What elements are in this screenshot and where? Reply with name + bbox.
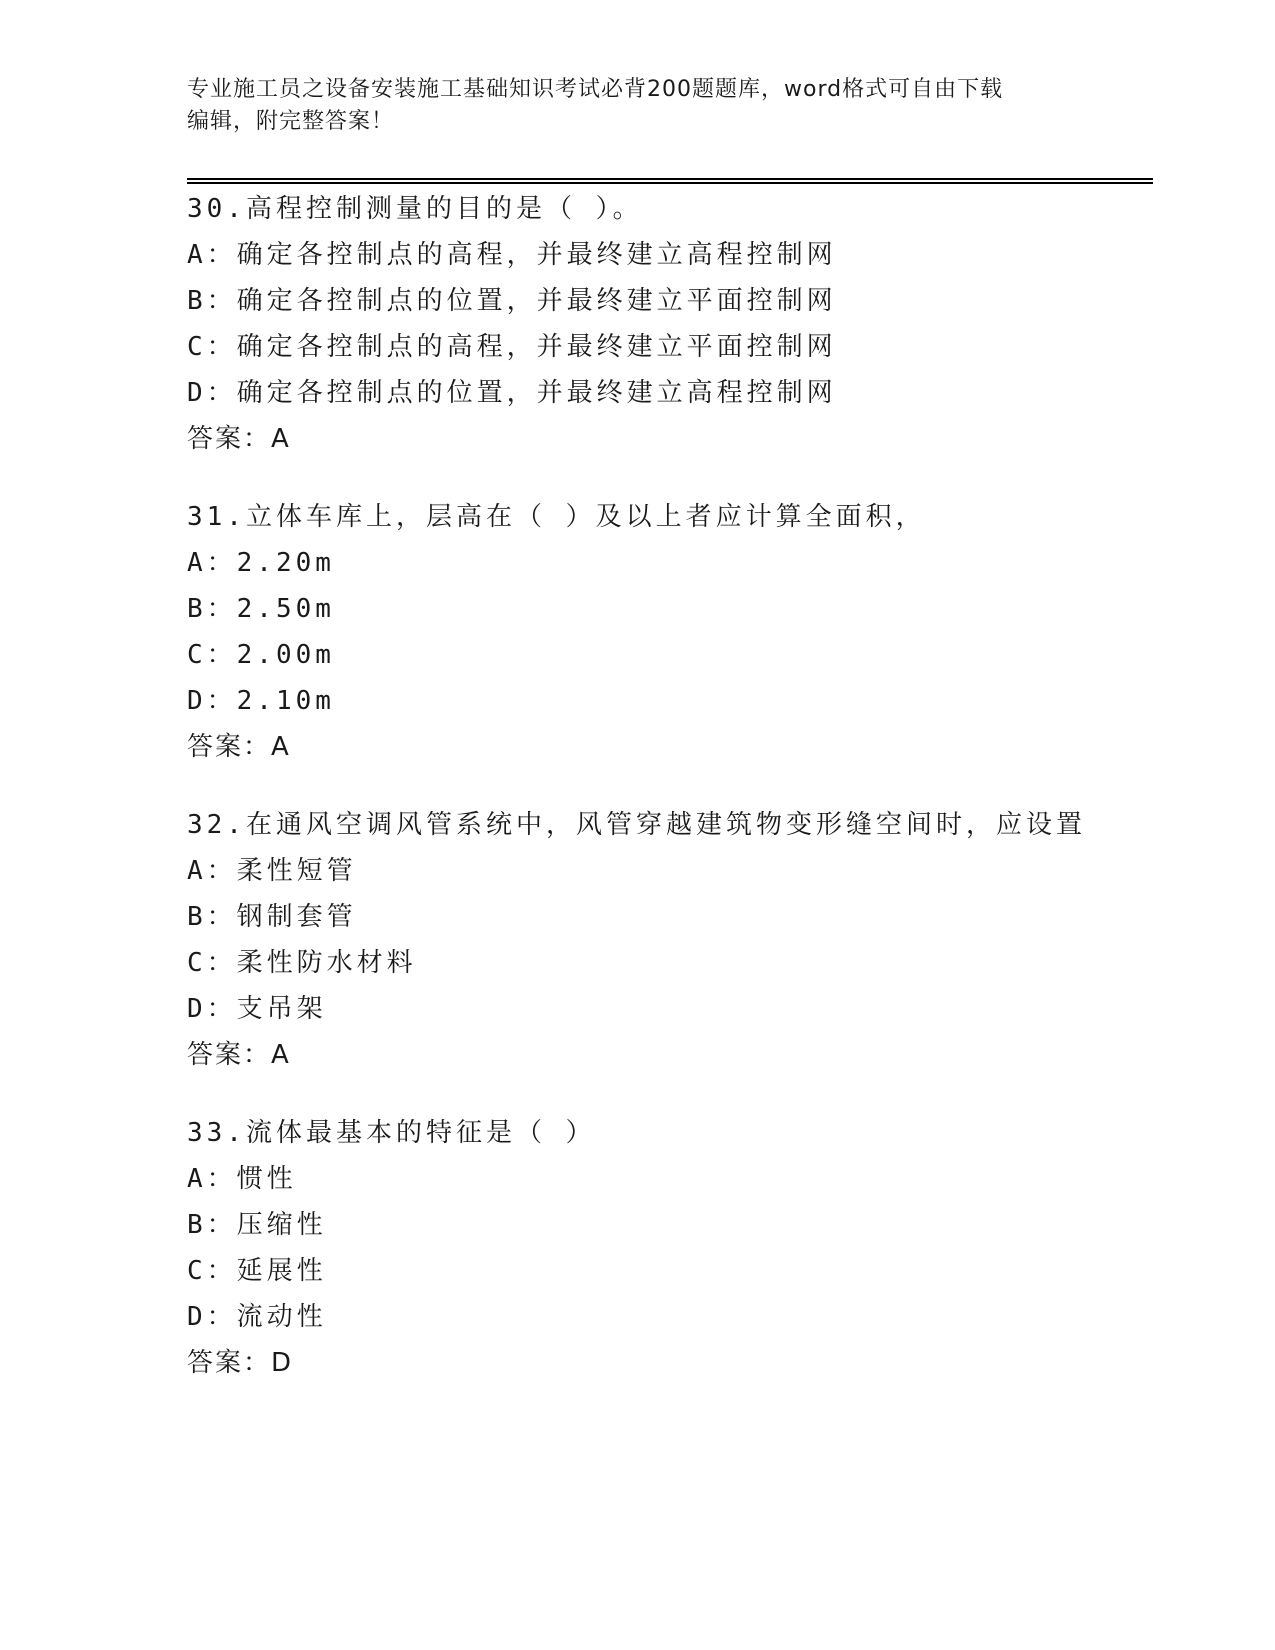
option-c: C：延展性 xyxy=(187,1256,327,1286)
question-stem: 31.立体车库上，层高在（ ）及以上者应计算全面积， xyxy=(187,502,926,532)
option-d: D：支吊架 xyxy=(187,994,327,1024)
question-31 xyxy=(187,494,1147,770)
option-a: A：确定各控制点的高程，并最终建立高程控制网 xyxy=(187,240,837,270)
header-line-2: 编辑，附完整答案！ xyxy=(187,109,395,134)
answer: 答案：D xyxy=(187,1348,294,1378)
option-b: B：压缩性 xyxy=(187,1210,327,1240)
option-d: D：流动性 xyxy=(187,1302,327,1332)
question-30 xyxy=(187,186,1147,462)
option-d: D：确定各控制点的位置，并最终建立高程控制网 xyxy=(187,378,837,408)
question-33 xyxy=(187,1110,1147,1386)
header-double-rule xyxy=(187,178,1153,184)
question-stem: 32.在通风空调风管系统中，风管穿越建筑物变形缝空间时，应设置 xyxy=(187,810,1086,840)
option-a: A：柔性短管 xyxy=(187,856,357,886)
question-list xyxy=(187,186,1147,1418)
question-stem: 30.高程控制测量的目的是（ ）。 xyxy=(187,194,643,224)
header-line-1: 专业施工员之设备安装施工基础知识考试必背200题题库，word格式可自由下载 xyxy=(187,77,1004,102)
answer: 答案：A xyxy=(187,1040,291,1070)
option-a: A：2.20m xyxy=(187,548,335,578)
option-b: B：2.50m xyxy=(187,594,335,624)
answer: 答案：A xyxy=(187,424,291,454)
option-d: D：2.10m xyxy=(187,686,335,716)
option-a: A：惯性 xyxy=(187,1164,297,1194)
question-stem: 33.流体最基本的特征是（ ） xyxy=(187,1118,596,1148)
option-b: B：钢制套管 xyxy=(187,902,357,932)
option-b: B：确定各控制点的位置，并最终建立平面控制网 xyxy=(187,286,837,316)
page-header xyxy=(187,74,1087,138)
question-32 xyxy=(187,802,1147,1078)
option-c: C：柔性防水材料 xyxy=(187,948,417,978)
answer: 答案：A xyxy=(187,732,291,762)
option-c: C：2.00m xyxy=(187,640,335,670)
option-c: C：确定各控制点的高程，并最终建立平面控制网 xyxy=(187,332,837,362)
